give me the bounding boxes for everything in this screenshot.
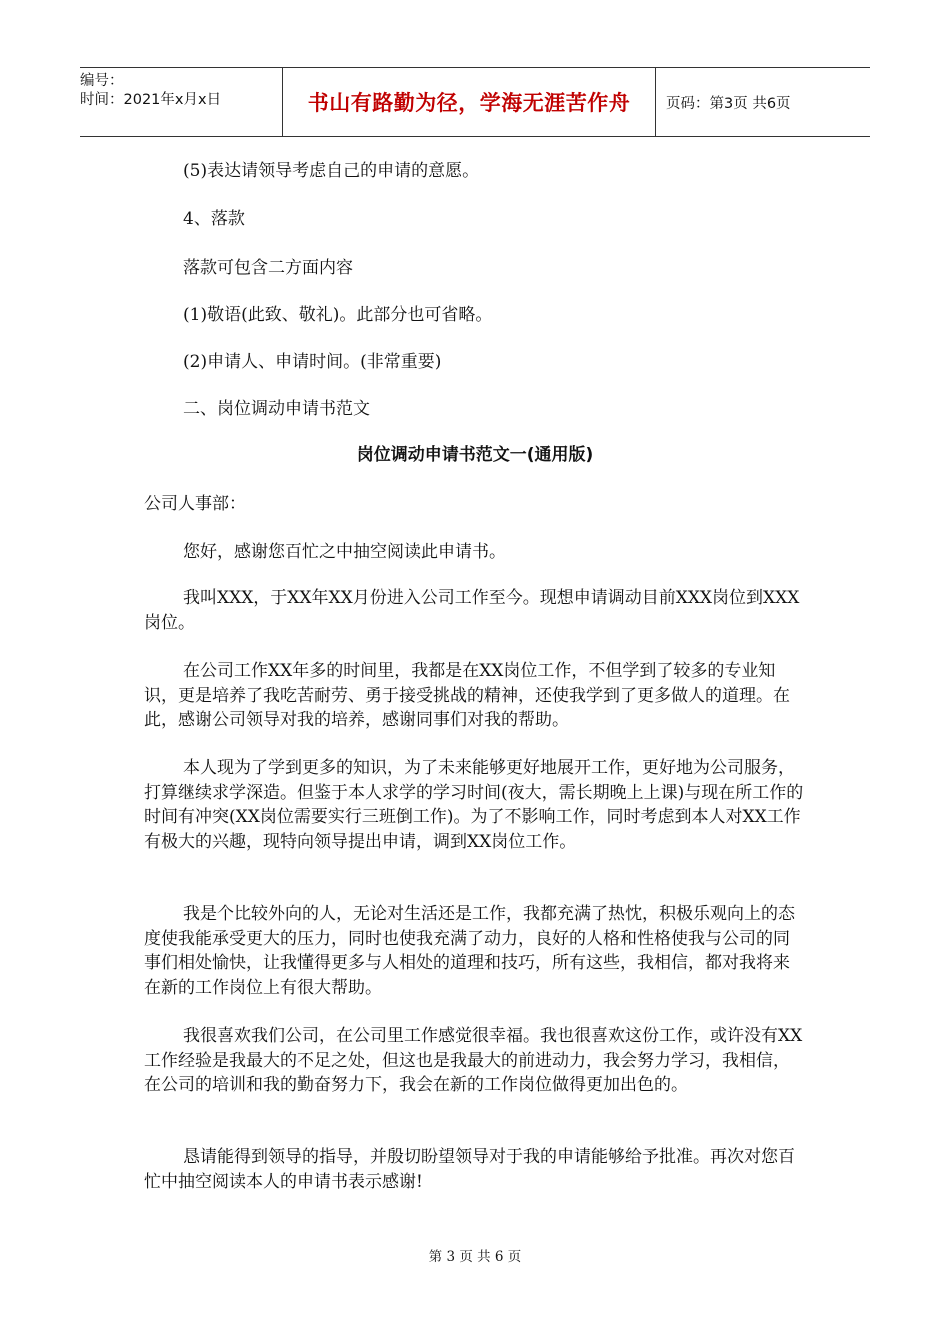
outline-line: 落款可包含二方面内容: [183, 258, 353, 278]
header-meta: [80, 68, 282, 136]
page-header: [80, 67, 870, 137]
outline-line: (5)表达请领导考虑自己的申请的意愿。: [183, 161, 480, 181]
letter-paragraph: 我是个比较外向的人，无论对生活还是工作，我都充满了热忱，积极乐观向上的态度使我能承受更大的压力，同时也使我充满了动力，良好的人格和性格使我与公司的同事们相处愉快，让我懂得更多与人相处的道理和技巧，所有这些，我相信，都对我将来在新的工作岗位上有很大帮助。: [144, 904, 795, 998]
letter-paragraph: 您好，感谢您百忙之中抽空阅读此申请书。: [183, 542, 506, 562]
letter-paragraph: 本人现为了学到更多的知识，为了未来能够更好地展开工作，更好地为公司服务，打算继续求学深造。但鉴于本人求学的学习时间(夜大，需长期晚上上课)与现在所工作的时间有冲突(XX岗位需要实行三班倒工作)。为了不影响工作，同时考虑到本人对XX工作有极大的兴趣，现特向领导提出申请，调到XX岗位工作。: [144, 758, 804, 852]
document-date: 时间：2021年x月x日: [80, 92, 222, 108]
page-footer: 第 3 页 共 6 页: [428, 1249, 522, 1265]
outline-line: (1)敬语(此致、敬礼)。此部分也可省略。: [183, 305, 493, 325]
letter-salutation: 公司人事部：: [144, 494, 246, 514]
section-heading: 二、岗位调动申请书范文: [183, 399, 370, 419]
letter-paragraph: 恳请能得到领导的指导，并殷切盼望领导对于我的申请能够给予批准。再次对您百忙中抽空阅读本人的申请书表示感谢!: [144, 1147, 795, 1192]
document-number: 编号：: [80, 73, 124, 89]
header-motto: 书山有路勤为径，学海无涯苦作舟: [282, 68, 656, 136]
header-page-number: 页码：第3页 共6页: [666, 95, 791, 112]
letter-paragraph: 我很喜欢我们公司，在公司里工作感觉很幸福。我也很喜欢这份工作，或许没有XX工作经验是我最大的不足之处，但这也是我最大的前进动力，我会努力学习，我相信，在公司的培训和我的勤奋努力下，我会在新的工作岗位做得更加出色的。: [144, 1026, 803, 1095]
letter-title: 岗位调动申请书范文一(通用版): [356, 445, 594, 465]
outline-line: (2)申请人、申请时间。(非常重要): [183, 352, 442, 372]
letter-paragraph: 在公司工作XX年多的时间里，我都是在XX岗位工作，不但学到了较多的专业知识，更是培养了我吃苦耐劳、勇于接受挑战的精神，还使我学到了更多做人的道理。在此，感谢公司领导对我的培养，感谢同事们对我的帮助。: [144, 661, 790, 730]
outline-line: 4、落款: [183, 209, 245, 229]
letter-paragraph: 我叫XXX，于XX年XX月份进入公司工作至今。现想申请调动目前XXX岗位到XXX岗位。: [144, 588, 800, 633]
